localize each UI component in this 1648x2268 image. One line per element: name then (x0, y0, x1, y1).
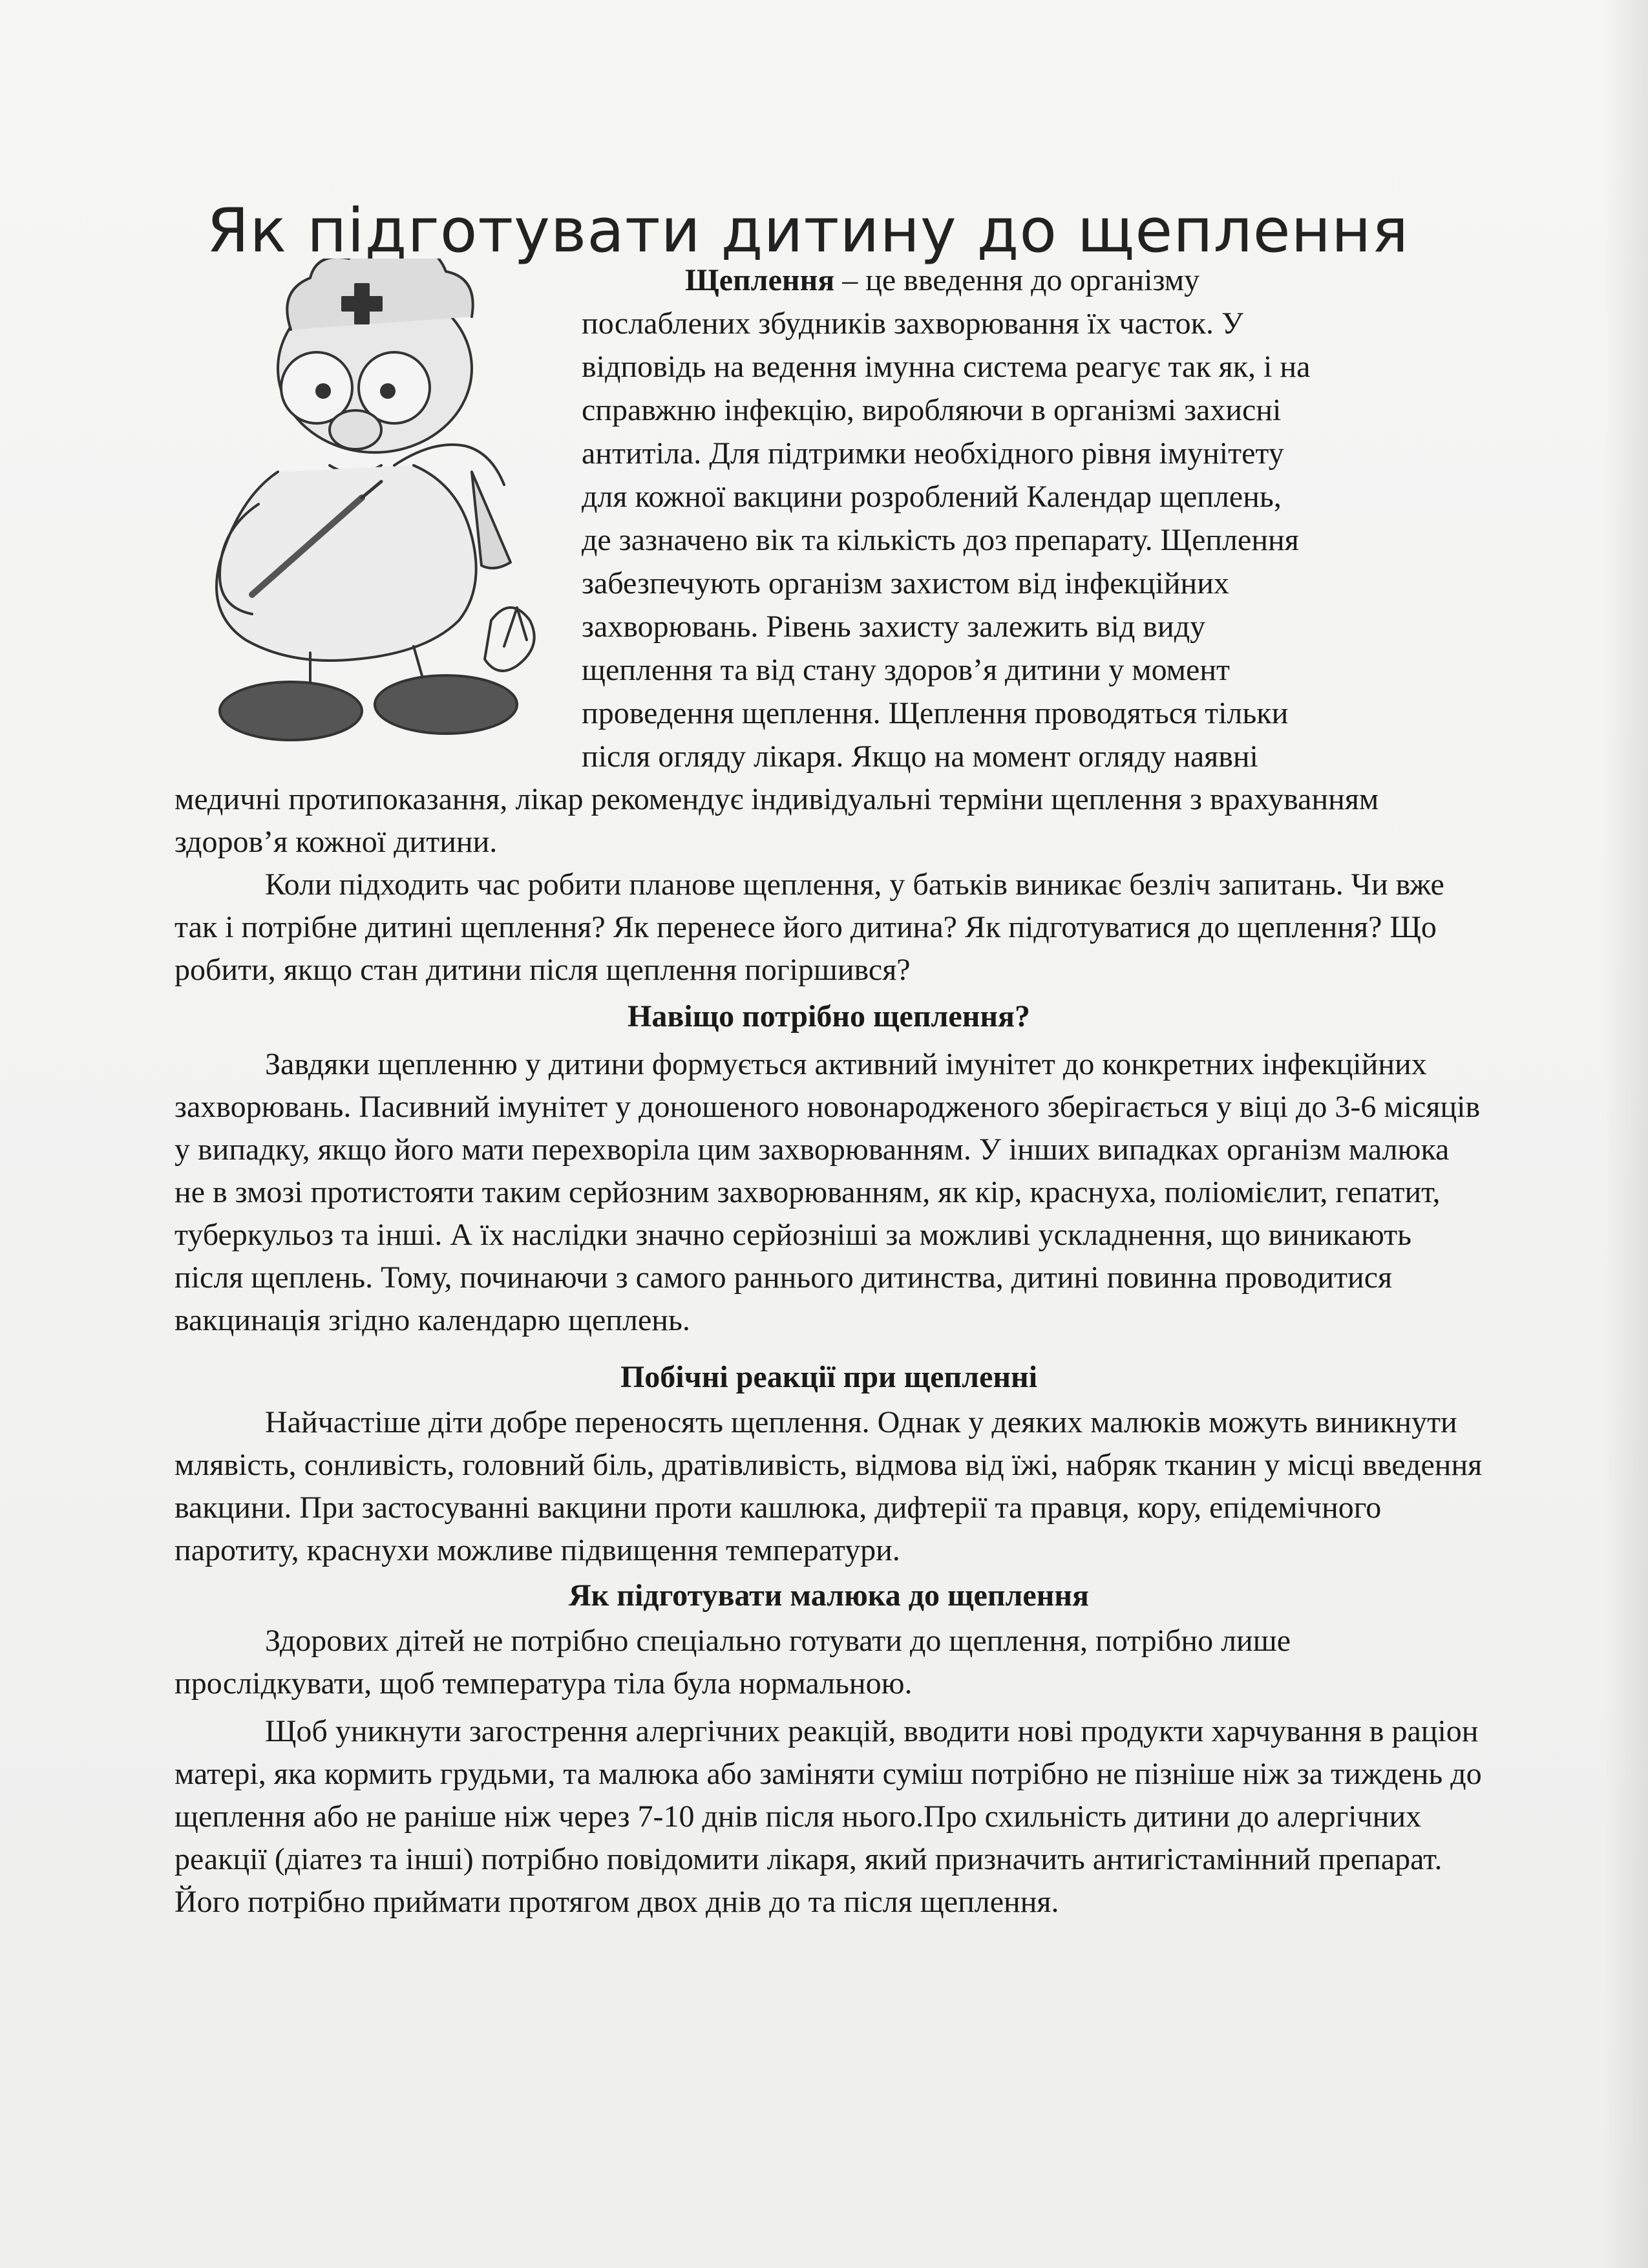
intro-line: послаблених збудників захворювання їх часток. У (582, 306, 1243, 341)
page-title: Як підготувати дитину до щеплення (207, 195, 1410, 266)
intro-line: для кожної вакцини розроблений Календар щеплень, (582, 480, 1282, 514)
intro-wrapped-paragraph (582, 259, 1486, 778)
intro-line: захворювань. Рівень захисту залежить від виду (582, 609, 1206, 644)
bleed-through-ghost (271, 116, 291, 181)
doctor-cartoon-illustration (181, 259, 575, 750)
section-why-text: Завдяки щепленню у дитини формується активний імунітет до конкретних інфекційних захворювань. Пасивний імунітет у доношеного новонародженого зберігається у віці до 3-6 місяців у випадку, якщо його мати перехворіла цим захворюванням. У інших випадках організм малюка не в змозі протистояти таким серйозним захворюванням, як кір, краснуха, поліомієлит, гепатит, туберкульоз та інші. А їх наслідки значно серйозніші за можливі ускладнення, що виникають після щеплень. Тому, починаючи з самого раннього дитинства, дитині повинна проводитися вакцинація згідно календарю щеплень. (174, 1047, 1481, 1337)
intro-line: щеплення та від стану здоров’я дитини у момент (582, 653, 1231, 687)
section-prepare-text-2: Щоб уникнути загострення алергічних реакцій, вводити нові продукти харчування в раціон матері, яка кормить грудьми, та малюка або заміняти суміш потрібно не пізніше ніж за тиждень до щеплення або не раніше ніж через 7-10 днів після нього.Про схильність дитини до алергічних реакції (діатез та інші) потрібно повідомити лікаря, який призначить антигістамінний препарат. Його потрібно приймати протягом двох днів до та після щеплення. (174, 1714, 1482, 1919)
section-heading-side-effects: Побічні реакції при щепленні (620, 1360, 1038, 1394)
intro-line: де зазначено вік та кількість доз препарату. Щеплення (582, 523, 1299, 557)
intro-line: після огляду лікаря. Якщо на момент огляду наявні (582, 739, 1258, 774)
page-edge-shadow (1603, 0, 1648, 2268)
paragraph-questions: Коли підходить час робити планове щеплення, у батьків виникає безліч запитань. Чи вже так і потрібне дитині щеплення? Як перенесе його дитина? Як підготуватися до щеплення? Що робити, якщо стан дитини після щеплення погіршився? (174, 867, 1444, 987)
section-prepare-text-1: Здорових дітей не потрібно спеціально готувати до щеплення, потрібно лише прослідкувати, щоб температура тіла була нормальною. (174, 1624, 1291, 1701)
intro-line: забезпечують організм захистом від інфекційних (582, 566, 1229, 600)
intro-line: Щеплення – це введення до організму (685, 263, 1200, 297)
intro-continuation: медичні протипоказання, лікар рекомендує індивідуальні терміни щеплення з врахуванням здоров’я кожної дитини. (174, 782, 1379, 859)
intro-line: справжню інфекцію, виробляючи в організмі захисні (582, 393, 1282, 427)
section-side-effects-text: Найчастіше діти добре переносять щеплення. Однак у деяких малюків можуть виникнути млявість, сонливість, головний біль, дратівливість, відмова від їжі, набряк тканин у місці введення вакцини. При застосуванні вакцини проти кашлюка, дифтерії та правця, кору, епідемічного паротиту, краснухи можливе підвищення температури. (174, 1405, 1483, 1567)
intro-line: проведення щеплення. Щеплення проводяться тільки (582, 696, 1289, 730)
body-text (174, 778, 1483, 1924)
section-heading-why: Навіщо потрібно щеплення? (628, 999, 1030, 1033)
intro-term: Щеплення (685, 263, 835, 297)
intro-line: відповідь на ведення імунна система реагує так як, і на (582, 350, 1311, 384)
intro-line: антитіла. Для підтримки необхідного рівня імунітету (582, 436, 1284, 471)
section-heading-prepare: Як підготувати малюка до щеплення (568, 1578, 1090, 1613)
